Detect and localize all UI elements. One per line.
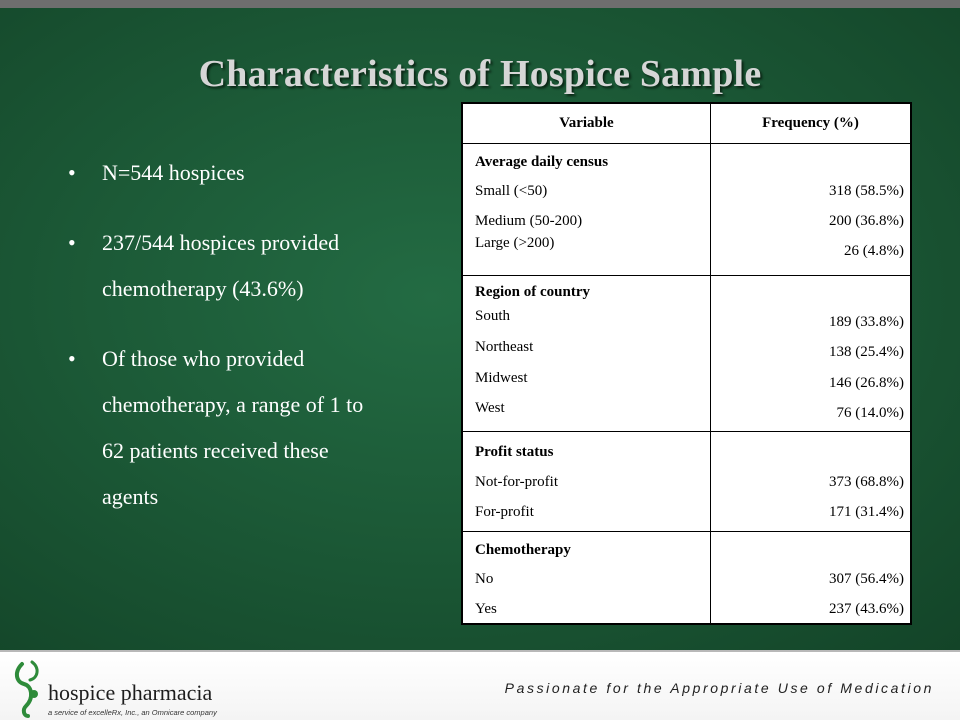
group-title: Region of country — [475, 284, 590, 300]
row-value: 171 (31.4%) — [829, 504, 904, 520]
row-label: Medium (50-200) — [475, 213, 583, 229]
row-value: 373 (68.8%) — [829, 474, 904, 490]
table-row-profit — [463, 432, 910, 532]
row-label: Small (<50) — [475, 183, 548, 199]
hospice-pharmacia-logo-icon — [12, 658, 46, 718]
slide-title: Characteristics of Hospice Sample — [198, 53, 762, 95]
row-label: Midwest — [475, 370, 528, 386]
row-value: 200 (36.8%) — [829, 213, 904, 229]
logo-subtitle: a service of excelleRx, Inc., an Omnicare company — [48, 708, 217, 717]
bullet-line: Of those who provided — [102, 346, 305, 371]
row-value: 146 (26.8%) — [829, 375, 904, 391]
row-label: Not-for-profit — [475, 474, 559, 490]
row-value: 307 (56.4%) — [829, 571, 904, 587]
group-title: Average daily census — [475, 154, 609, 170]
characteristics-table — [461, 102, 912, 625]
bullet-line: agents — [102, 484, 159, 509]
bullet-item — [68, 150, 448, 196]
bullet-line: 237/544 hospices provided — [102, 230, 340, 255]
row-label: No — [475, 571, 494, 587]
row-value: 76 (14.0%) — [836, 405, 904, 421]
group-title: Profit status — [475, 444, 554, 460]
row-value: 318 (58.5%) — [829, 183, 904, 199]
row-value: 138 (25.4%) — [829, 344, 904, 360]
row-value: 26 (4.8%) — [844, 243, 904, 259]
row-label: Large (>200) — [475, 235, 555, 251]
tagline: Passionate for the Appropriate Use of Medication — [504, 680, 934, 696]
bullet-list — [68, 150, 448, 521]
footer — [0, 650, 960, 720]
header-frequency: Frequency (%) — [762, 115, 859, 131]
table-header-row — [463, 104, 910, 144]
bullet-item — [68, 220, 448, 312]
bullet-item — [68, 336, 448, 520]
bullet-line: 62 patients received these — [102, 438, 329, 463]
table-row-census — [463, 144, 910, 276]
top-bar — [0, 0, 960, 8]
row-label: Northeast — [475, 339, 534, 355]
table-row-region — [463, 276, 910, 432]
bullet-marker: • — [68, 346, 76, 371]
row-label: South — [475, 308, 511, 324]
group-title: Chemotherapy — [475, 542, 571, 558]
header-variable: Variable — [559, 115, 614, 131]
bullet-marker: • — [68, 160, 76, 185]
logo — [12, 658, 262, 718]
row-value: 237 (43.6%) — [829, 601, 904, 617]
row-label: West — [475, 400, 505, 416]
row-value: 189 (33.8%) — [829, 314, 904, 330]
row-label: Yes — [475, 601, 497, 617]
bullet-marker: • — [68, 230, 76, 255]
table-row-chemotherapy — [463, 532, 910, 623]
logo-name: hospice pharmacia — [48, 680, 213, 705]
bullet-line: chemotherapy, a range of 1 to — [102, 392, 364, 417]
bullet-line: N=544 hospices — [102, 160, 245, 185]
bullet-line: chemotherapy (43.6%) — [102, 276, 304, 301]
row-label: For-profit — [475, 504, 534, 520]
